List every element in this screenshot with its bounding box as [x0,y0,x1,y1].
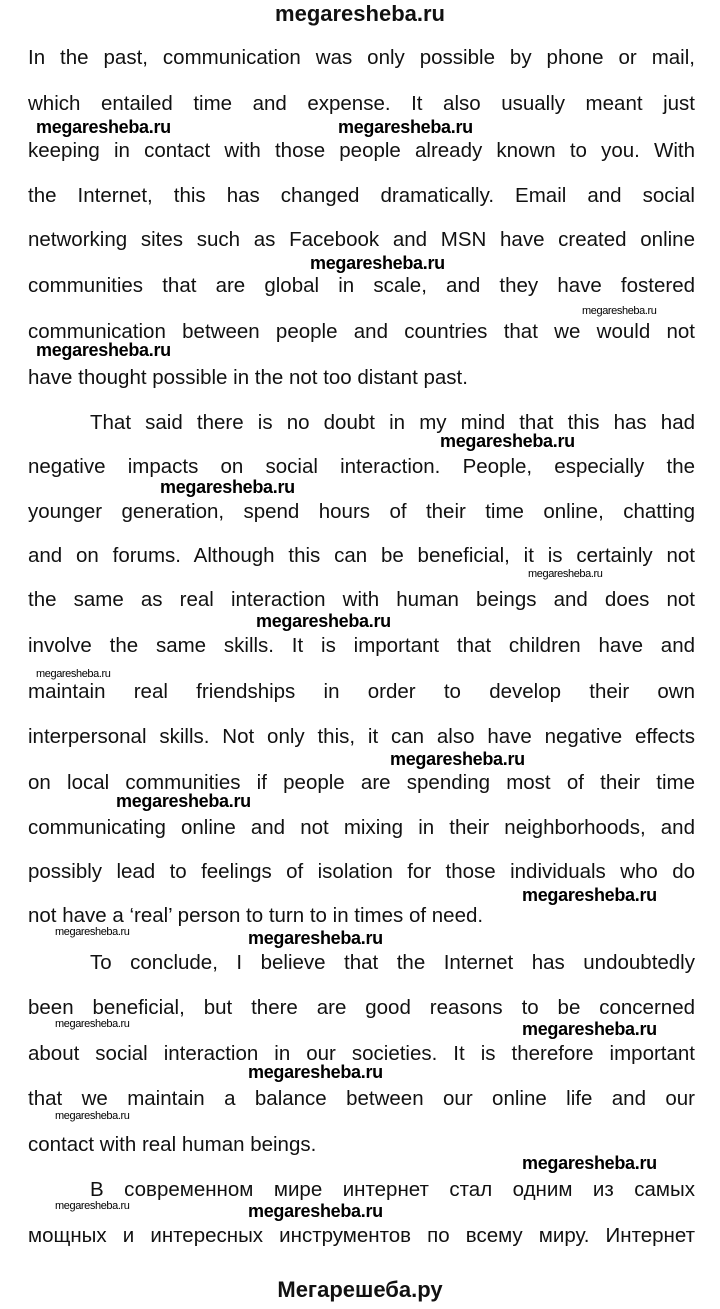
site-header-watermark: megaresheba.ru [275,1,445,26]
watermark: megaresheba.ru [160,477,295,497]
watermark: megaresheba.ru [522,1019,657,1039]
text-line: contact with real human beings. [28,1133,317,1156]
text-line: that we maintain a balance between our online life and our [28,1087,695,1110]
watermark: megaresheba.ru [116,791,251,811]
watermark: megaresheba.ru [248,1062,383,1082]
watermark: megaresheba.ru [390,749,525,769]
watermark: megaresheba.ru [582,305,657,317]
text-line: В современном мире интернет стал одним из самых [90,1178,695,1201]
watermark: megaresheba.ru [256,611,391,631]
watermark: megaresheba.ru [55,1018,130,1030]
text-line: been beneficial, but there are good reasons to be concerned [28,996,695,1019]
text-line: In the past, communication was only possible by phone or mail, [28,46,695,69]
text-line: involve the same skills. It is important that children have and [28,634,695,657]
watermark: megaresheba.ru [36,668,111,680]
watermark: megaresheba.ru [55,1200,130,1212]
text-line: the Internet, this has changed dramatically. Email and social [28,184,695,207]
text-line: To conclude, I believe that the Internet has undoubtedly [90,951,695,974]
text-line: interpersonal skills. Not only this, it can also have negative effects [28,725,695,748]
watermark: megaresheba.ru [522,885,657,905]
watermark: megaresheba.ru [36,340,171,360]
watermark: megaresheba.ru [528,568,603,580]
text-line: not have a ‘real’ person to turn to in times of need. [28,904,484,927]
text-line: younger generation, spend hours of their time online, chatting [28,500,695,523]
text-line: about social interaction in our societies. It is therefore important [28,1042,695,1065]
text-line: communities that are global in scale, and they have fostered [28,274,695,297]
watermark: megaresheba.ru [36,117,171,137]
text-line: That said there is no doubt in my mind that this has had [90,411,695,434]
watermark: megaresheba.ru [55,1110,130,1122]
text-line: keeping in contact with those people already known to you. With [28,139,695,162]
watermark: megaresheba.ru [338,117,473,137]
watermark: megaresheba.ru [310,253,445,273]
text-line: negative impacts on social interaction. People, especially the [28,455,695,478]
text-line: the same as real interaction with human beings and does not [28,588,695,611]
text-line: on local communities if people are spending most of their time [28,771,695,794]
watermark: megaresheba.ru [248,1201,383,1221]
watermark: megaresheba.ru [440,431,575,451]
text-line: networking sites such as Facebook and MSN have created online [28,228,695,251]
text-line: possibly lead to feelings of isolation for those individuals who do [28,860,695,883]
watermark: megaresheba.ru [55,926,130,938]
site-footer-watermark: Мегарешеба.ру [277,1277,443,1302]
watermark: megaresheba.ru [248,928,383,948]
text-line: which entailed time and expense. It also usually meant just [28,92,695,115]
text-line: have thought possible in the not too distant past. [28,366,468,389]
watermark: megaresheba.ru [522,1153,657,1173]
text-line: and on forums. Although this can be beneficial, it is certainly not [28,544,695,567]
text-line: communicating online and not mixing in their neighborhoods, and [28,816,695,839]
text-line: мощных и интересных инструментов по всему миру. Интернет [28,1224,695,1247]
text-line: communication between people and countries that we would not [28,320,695,343]
text-line: maintain real friendships in order to develop their own [28,680,695,703]
